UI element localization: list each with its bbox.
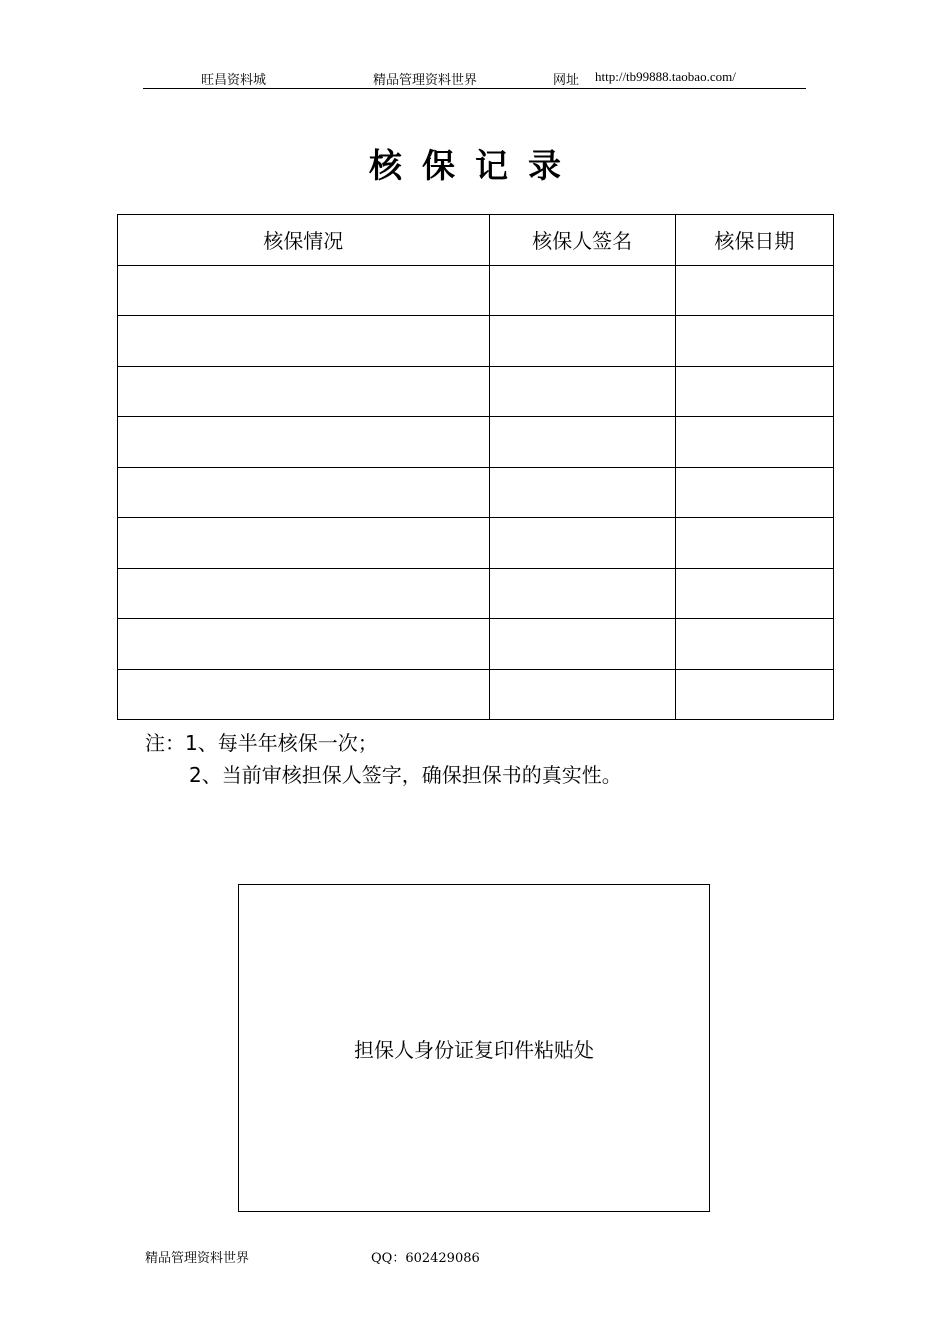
table-row [118, 366, 834, 417]
header-underwriting-status: 核保情况 [118, 215, 490, 266]
status-cell[interactable] [118, 417, 490, 468]
date-cell[interactable] [675, 265, 833, 316]
table-row [118, 568, 834, 619]
status-cell[interactable] [118, 568, 490, 619]
status-cell[interactable] [118, 316, 490, 367]
table-row [118, 467, 834, 518]
table-row [118, 265, 834, 316]
notes [145, 727, 622, 791]
status-cell[interactable] [118, 518, 490, 569]
date-cell[interactable] [675, 366, 833, 417]
date-cell[interactable] [675, 568, 833, 619]
signature-cell[interactable] [489, 316, 675, 367]
date-cell[interactable] [675, 619, 833, 670]
page-title: 核保记录 [369, 146, 581, 185]
status-cell[interactable] [118, 265, 490, 316]
table-row [118, 518, 834, 569]
id-copy-paste-area [238, 884, 710, 1212]
underwriting-record-table [117, 214, 834, 720]
signature-cell[interactable] [489, 417, 675, 468]
status-cell[interactable] [118, 366, 490, 417]
signature-cell[interactable] [489, 518, 675, 569]
status-cell[interactable] [118, 619, 490, 670]
note-line-2: 2、当前审核担保人签字，确保担保书的真实性。 [189, 763, 622, 787]
header-url-link[interactable]: http://tb99888.taobao.com/ [595, 69, 736, 84]
id-copy-paste-label: 担保人身份证复印件粘贴处 [354, 1037, 594, 1062]
status-cell[interactable] [118, 669, 490, 720]
signature-cell[interactable] [489, 619, 675, 670]
footer-slogan: 精品管理资料世界 [145, 1251, 250, 1266]
note-line-1: 注：1、每半年核保一次； [145, 731, 378, 755]
date-cell[interactable] [675, 417, 833, 468]
table-row [118, 417, 834, 468]
header-underwriter-signature: 核保人签名 [489, 215, 675, 266]
header-site-name: 旺昌资料城 [201, 73, 267, 88]
table-row [118, 316, 834, 367]
signature-cell[interactable] [489, 669, 675, 720]
page-header [143, 66, 806, 89]
footer-qq: QQ：602429086 [371, 1251, 480, 1266]
date-cell[interactable] [675, 467, 833, 518]
signature-cell[interactable] [489, 568, 675, 619]
status-cell[interactable] [118, 467, 490, 518]
header-underwriting-date: 核保日期 [675, 215, 833, 266]
header-slogan: 精品管理资料世界 [373, 73, 478, 88]
signature-cell[interactable] [489, 265, 675, 316]
signature-cell[interactable] [489, 366, 675, 417]
date-cell[interactable] [675, 316, 833, 367]
signature-cell[interactable] [489, 467, 675, 518]
table-row [118, 669, 834, 720]
date-cell[interactable] [675, 518, 833, 569]
table-header-row [118, 215, 834, 266]
header-url-label: 网址 [553, 73, 580, 88]
date-cell[interactable] [675, 669, 833, 720]
table-row [118, 619, 834, 670]
